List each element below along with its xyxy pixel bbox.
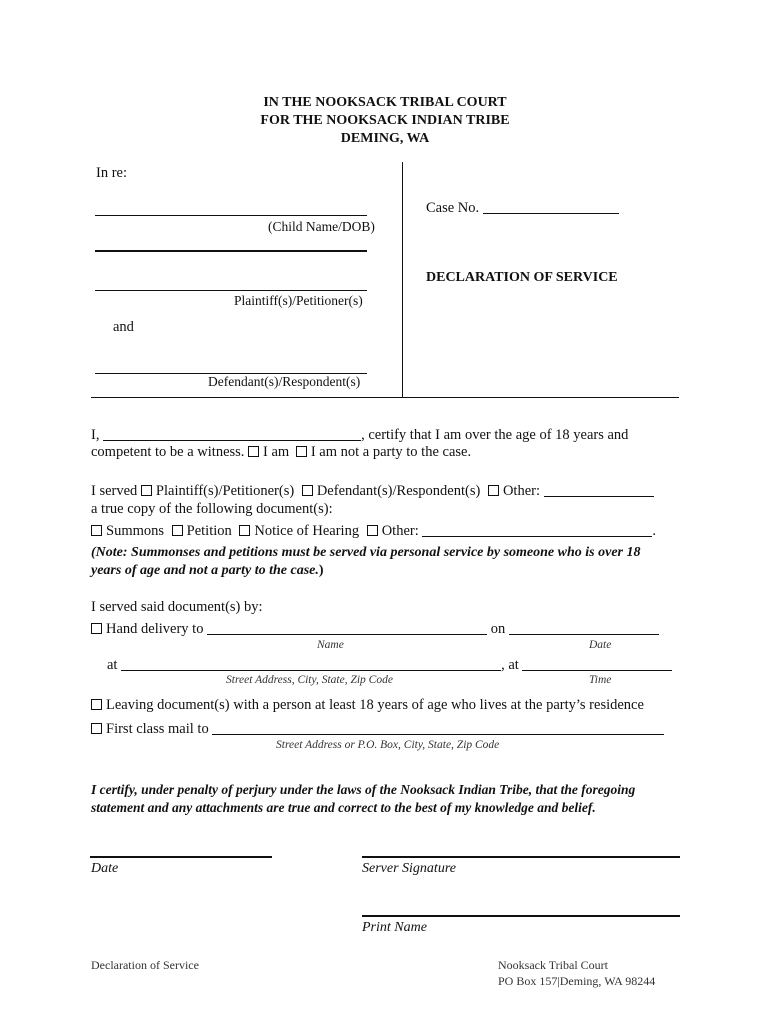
document-other-field[interactable] bbox=[422, 522, 652, 537]
hand-delivery-address-field[interactable] bbox=[121, 656, 501, 671]
plaintiff-label: Plaintiff(s)/Petitioner(s) bbox=[234, 293, 363, 308]
child-dob-line[interactable] bbox=[95, 250, 367, 252]
hand-delivery-date-field[interactable] bbox=[509, 620, 659, 635]
date-signature-line[interactable] bbox=[90, 856, 272, 858]
i-am-party-checkbox[interactable] bbox=[248, 446, 259, 457]
footer-left: Declaration of Service bbox=[91, 958, 199, 972]
at-label: at bbox=[107, 657, 118, 673]
served-by-text: I served said document(s) by: bbox=[91, 599, 263, 615]
server-signature-label: Server Signature bbox=[362, 861, 456, 876]
in-re-label: In re: bbox=[96, 165, 127, 181]
time-caption: Time bbox=[589, 674, 612, 686]
date-caption: Date bbox=[589, 639, 612, 651]
address-line bbox=[107, 656, 672, 674]
notice-label: Notice of Hearing bbox=[254, 523, 360, 539]
and-label: and bbox=[113, 319, 134, 335]
i-am-label: I am bbox=[263, 444, 290, 460]
served-defendant-checkbox[interactable] bbox=[302, 485, 313, 496]
document-other-label: Other: bbox=[381, 523, 419, 539]
documents-line bbox=[91, 522, 656, 540]
print-name-line[interactable] bbox=[362, 915, 680, 917]
hand-delivery-label: Hand delivery to bbox=[106, 621, 204, 637]
note-line-1: (Note: Summonses and petitions must be served via personal service by someone who is over 18 bbox=[91, 545, 641, 560]
i-label: I, bbox=[91, 427, 100, 443]
date-signature-label: Date bbox=[91, 861, 119, 876]
served-other-field[interactable] bbox=[544, 482, 654, 497]
footer-right-line2: PO Box 157|Deming, WA 98244 bbox=[498, 974, 656, 988]
leaving-line bbox=[91, 697, 644, 714]
summons-label: Summons bbox=[106, 523, 165, 539]
served-defendant-label: Defendant(s)/Respondent(s) bbox=[316, 483, 481, 499]
case-no-field[interactable] bbox=[483, 199, 619, 214]
competent-text: competent to be a witness. bbox=[91, 444, 245, 460]
petition-checkbox[interactable] bbox=[172, 525, 183, 536]
address-caption: Street Address, City, State, Zip Code bbox=[226, 674, 393, 686]
mail-address-field[interactable] bbox=[212, 720, 664, 735]
certify-line bbox=[91, 426, 628, 444]
first-class-line bbox=[91, 720, 664, 738]
leaving-label: Leaving document(s) with a person at least 18 years of age who lives at the party’s residence bbox=[106, 697, 644, 713]
first-class-label: First class mail to bbox=[106, 721, 209, 737]
declarant-name-field[interactable] bbox=[103, 426, 361, 441]
on-label: on bbox=[490, 621, 506, 637]
note-line-2-text: years of age and not a party to the case. bbox=[91, 563, 319, 578]
plaintiff-line[interactable] bbox=[95, 290, 367, 291]
certify-text: , certify that I am over the age of 18 years and bbox=[361, 427, 629, 443]
period: . bbox=[652, 523, 656, 539]
court-header-line1: IN THE NOOKSACK TRIBAL COURT bbox=[263, 95, 507, 110]
child-name-line[interactable] bbox=[95, 215, 367, 216]
hand-delivery-time-field[interactable] bbox=[522, 656, 672, 671]
case-no-label: Case No. bbox=[426, 200, 480, 216]
served-other-label: Other: bbox=[502, 483, 540, 499]
defendant-label: Defendant(s)/Respondent(s) bbox=[208, 374, 361, 389]
served-plaintiff-checkbox[interactable] bbox=[141, 485, 152, 496]
i-served-label: I served bbox=[91, 483, 138, 499]
court-header-line3: DEMING, WA bbox=[340, 131, 430, 146]
notice-checkbox[interactable] bbox=[239, 525, 250, 536]
footer-right-line1: Nooksack Tribal Court bbox=[498, 958, 609, 972]
not-party-checkbox[interactable] bbox=[296, 446, 307, 457]
mail-address-caption: Street Address or P.O. Box, City, State, Zip Code bbox=[276, 739, 500, 751]
document-title: DECLARATION OF SERVICE bbox=[426, 270, 618, 285]
hand-delivery-name-field[interactable] bbox=[207, 620, 487, 635]
true-copy-text: a true copy of the following document(s): bbox=[91, 501, 333, 517]
leaving-checkbox[interactable] bbox=[91, 699, 102, 710]
note-line-2 bbox=[91, 563, 324, 579]
first-class-checkbox[interactable] bbox=[91, 723, 102, 734]
hand-delivery-checkbox[interactable] bbox=[91, 623, 102, 634]
certification-line-2: statement and any attachments are true and correct to the best of my knowledge and belief. bbox=[91, 800, 596, 815]
summons-checkbox[interactable] bbox=[91, 525, 102, 536]
competent-line bbox=[91, 444, 471, 461]
caption-bottom-rule bbox=[91, 397, 679, 398]
print-name-label: Print Name bbox=[362, 920, 427, 935]
caption-divider bbox=[402, 162, 403, 398]
server-signature-line[interactable] bbox=[362, 856, 680, 858]
child-name-label: (Child Name/DOB) bbox=[268, 219, 375, 234]
hand-delivery-line bbox=[91, 620, 659, 638]
court-header-line2: FOR THE NOOKSACK INDIAN TRIBE bbox=[260, 113, 510, 128]
note-close-paren: ) bbox=[318, 563, 324, 578]
case-number bbox=[426, 199, 619, 217]
comma-at-label: , at bbox=[501, 657, 519, 673]
served-other-checkbox[interactable] bbox=[488, 485, 499, 496]
served-plaintiff-label: Plaintiff(s)/Petitioner(s) bbox=[155, 483, 295, 499]
petition-label: Petition bbox=[186, 523, 232, 539]
name-caption: Name bbox=[317, 639, 344, 651]
not-party-label: I am not a party to the case. bbox=[310, 444, 472, 460]
document-other-checkbox[interactable] bbox=[367, 525, 378, 536]
served-party-line bbox=[91, 482, 654, 500]
certification-line-1: I certify, under penalty of perjury under the laws of the Nooksack Indian Tribe, that the foregoing bbox=[91, 782, 636, 797]
